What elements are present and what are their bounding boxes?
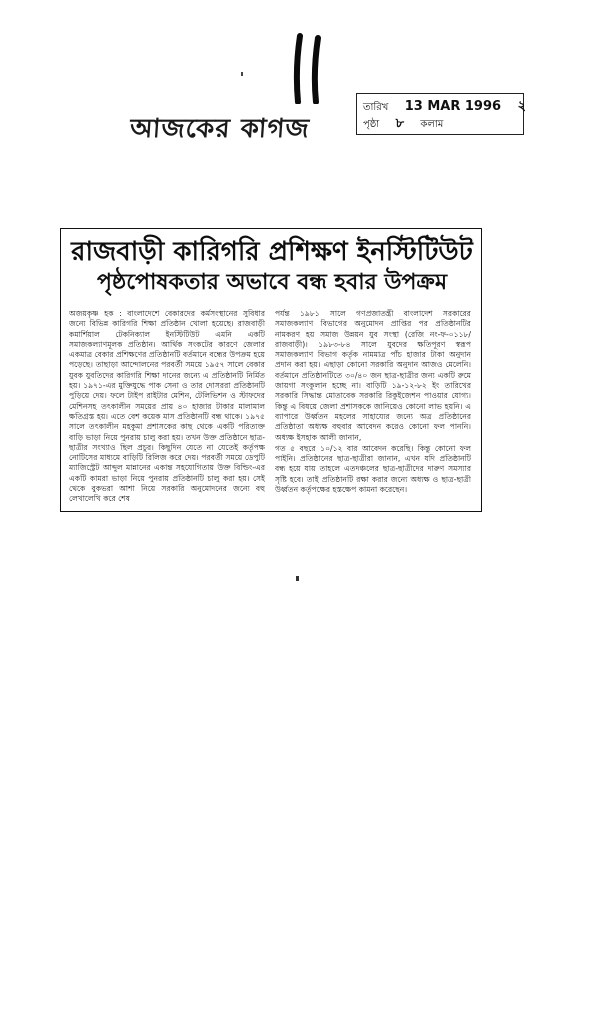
stamp-column-label: কলাম [420, 119, 444, 130]
stamp-column-value: ২ [517, 99, 526, 114]
article-column-right [275, 309, 471, 505]
stamp-page-label: পৃষ্ঠা [363, 119, 380, 130]
article-paragraph: গত ৫ বছরে ১০/১২ বার আবেদন করেছি। কিন্তু কোনো ফল পাইনি। প্রতিষ্ঠানের ছাত্র-ছাত্রীরা জানান, এখন যদি প্রতিষ্ঠানটি বন্ধ হয়ে যায় তাহলে এতদঞ্চলের ছাত্র-ছাত্রীদের দারুণ সমস্যার সৃষ্টি হবে। তাই প্রতিষ্ঠানটি রক্ষা করার জন্যে অধ্যক্ষ ও ছাত্র-ছাত্রী উর্ধ্বতন কর্তৃপক্ষের হস্তক্ষেপ কামনা করেছেন। [275, 443, 471, 495]
headline-line-1: রাজবাড়ী কারিগরি প্রশিক্ষণ ইনস্টিটিউট [71, 237, 473, 267]
article-paragraph: পর্যন্ত ১৯৮১ সালে গণপ্রজাতন্ত্রী বাংলাদেশ সরকারের সমাজকল্যাণ বিভাগের অনুমোদন প্রাপ্তির পর প্রতিষ্ঠানটির নামকরণ হয় সমাজ উন্নয়ন যুব সংস্থা (রেজি নং-ফ-০১১৮/রাজবাড়ী)। ১৯৮৩-৮৪ সালে যুবদের ক্ষতিপূরণ স্বরূপ সমাজকল্যাণ বিভাগ কর্তৃক নামমাত্র পাঁচ হাজার টাকা অনুদান প্রদান করা হয়। এছাড়া কোনো সরকারি অনুদান আজও মেলেনি। বর্তমানে প্রতিষ্ঠানটিতে ৩০/৪০ জন ছাত্র-ছাত্রীর জন্য একটি রুমে জায়গা সংকুলান হচ্ছে না। বাড়িটি ১৯-১২-৮২ ইং তারিখের সরকারি সিদ্ধান্ত মোতাবেক সরকারি রিকুইজেশন পাওয়ার যোগ্য। কিন্তু এ বিষয়ে জেলা প্রশাসককে জানিয়েও কোনো লাভ হয়নি। এ ব্যাপারে উর্ধ্বতন মহলের সাহায্যের জন্যে অত্র প্রতিষ্ঠানের প্রতিষ্ঠাতা অধ্যক্ষ বহুবার আবেদন করেও কোনো ফল পাননি। অধ্যক্ষ ইসহাক আলী জানান, [275, 309, 471, 442]
article-headline [67, 237, 477, 297]
stamp-page-value: ৮ [395, 116, 405, 131]
page-number-mark [290, 32, 330, 104]
stamp-date-label: তারিখ [363, 102, 389, 113]
archive-stamp [356, 93, 524, 135]
newspaper-name: আজকের কাগজ [129, 114, 311, 144]
news-clipping [60, 228, 482, 512]
ink-speck [241, 72, 243, 76]
scan-mark [296, 576, 299, 581]
article-column-left [69, 309, 265, 505]
headline-line-2: পৃষ্ঠপোষকতার অভাবে বন্ধ হবার উপক্রম [96, 270, 448, 295]
stamp-date-value: 13 MAR 1996 [404, 99, 502, 114]
article-paragraph: অজয়কৃষ্ণ হক : বাংলাদেশে বেকারদের কর্মসংস্থানের সুবিধার জন্যে বিভিন্ন কারিগরি শিক্ষা প্রতিষ্ঠান খোলা হয়েছে। রাজবাড়ী কমার্শিয়াল টেকনিক্যাল ইনস্টিটিউট এমনি একটি সমাজকল্যাণমূলক প্রতিষ্ঠান। আর্থিক সংকটের কারণে জেলার একমাত্র বেকার প্রশিক্ষণের প্রতিষ্ঠানটি বর্তমানে বন্ধের উপক্রম হয়ে পড়েছে। তাছাড়া আন্দোলনের পরবর্তী সময়ে ১৯৫৭ সালে বেকার যুবক যুবতিদের কারিগরি শিক্ষা দানের জন্যে এ প্রতিষ্ঠানটি নির্মিত হয়। ১৯৭১-এর মুক্তিযুদ্ধে পাক সেনা ও তার দোসররা প্রতিষ্ঠানটি পুড়িয়ে দেয়। ফলে টাইপ রাইটার মেশিন, টেলিভিশন ও স্টাফদের মেশিনসহ তৎকালীন সময়ের প্রায় ৪০ হাজার টাকার মালামাল ক্ষতিগ্রস্ত হয়। এতে বেশ কয়েক মাস প্রতিষ্ঠানটি বন্ধ থাকে। ১৯৭৫ সালে তৎকালীন মহকুমা প্রশাসকের কাছ থেকে একটি পরিত্যক্ত বাড়ি ভাড়া নিয়ে পুনরায় চালু করা হয়। তখন উক্ত প্রতিষ্ঠানে ছাত্র-ছাত্রীর সংখ্যাও ছিল প্রচুর। কিছুদিন যেতে না যেতেই কর্তৃপক্ষ নোটিসের মাধ্যমে বাড়িটি রিলিজ করে দেয়। পরবর্তী সময়ে ডেপুটি ম্যাজিস্ট্রেট আব্দুল মান্নানের একান্ত সহযোগিতায় উক্ত বিল্ডিং-এর একটি কামরা ভাড়া নিয়ে পুনরায় প্রতিষ্ঠানটি চালু করা হয়। সেই থেকে বুকভরা আশা নিয়ে সরকারি অনুমোদনের জন্যে বহু লেখালেখি করে শেষ [69, 309, 265, 504]
